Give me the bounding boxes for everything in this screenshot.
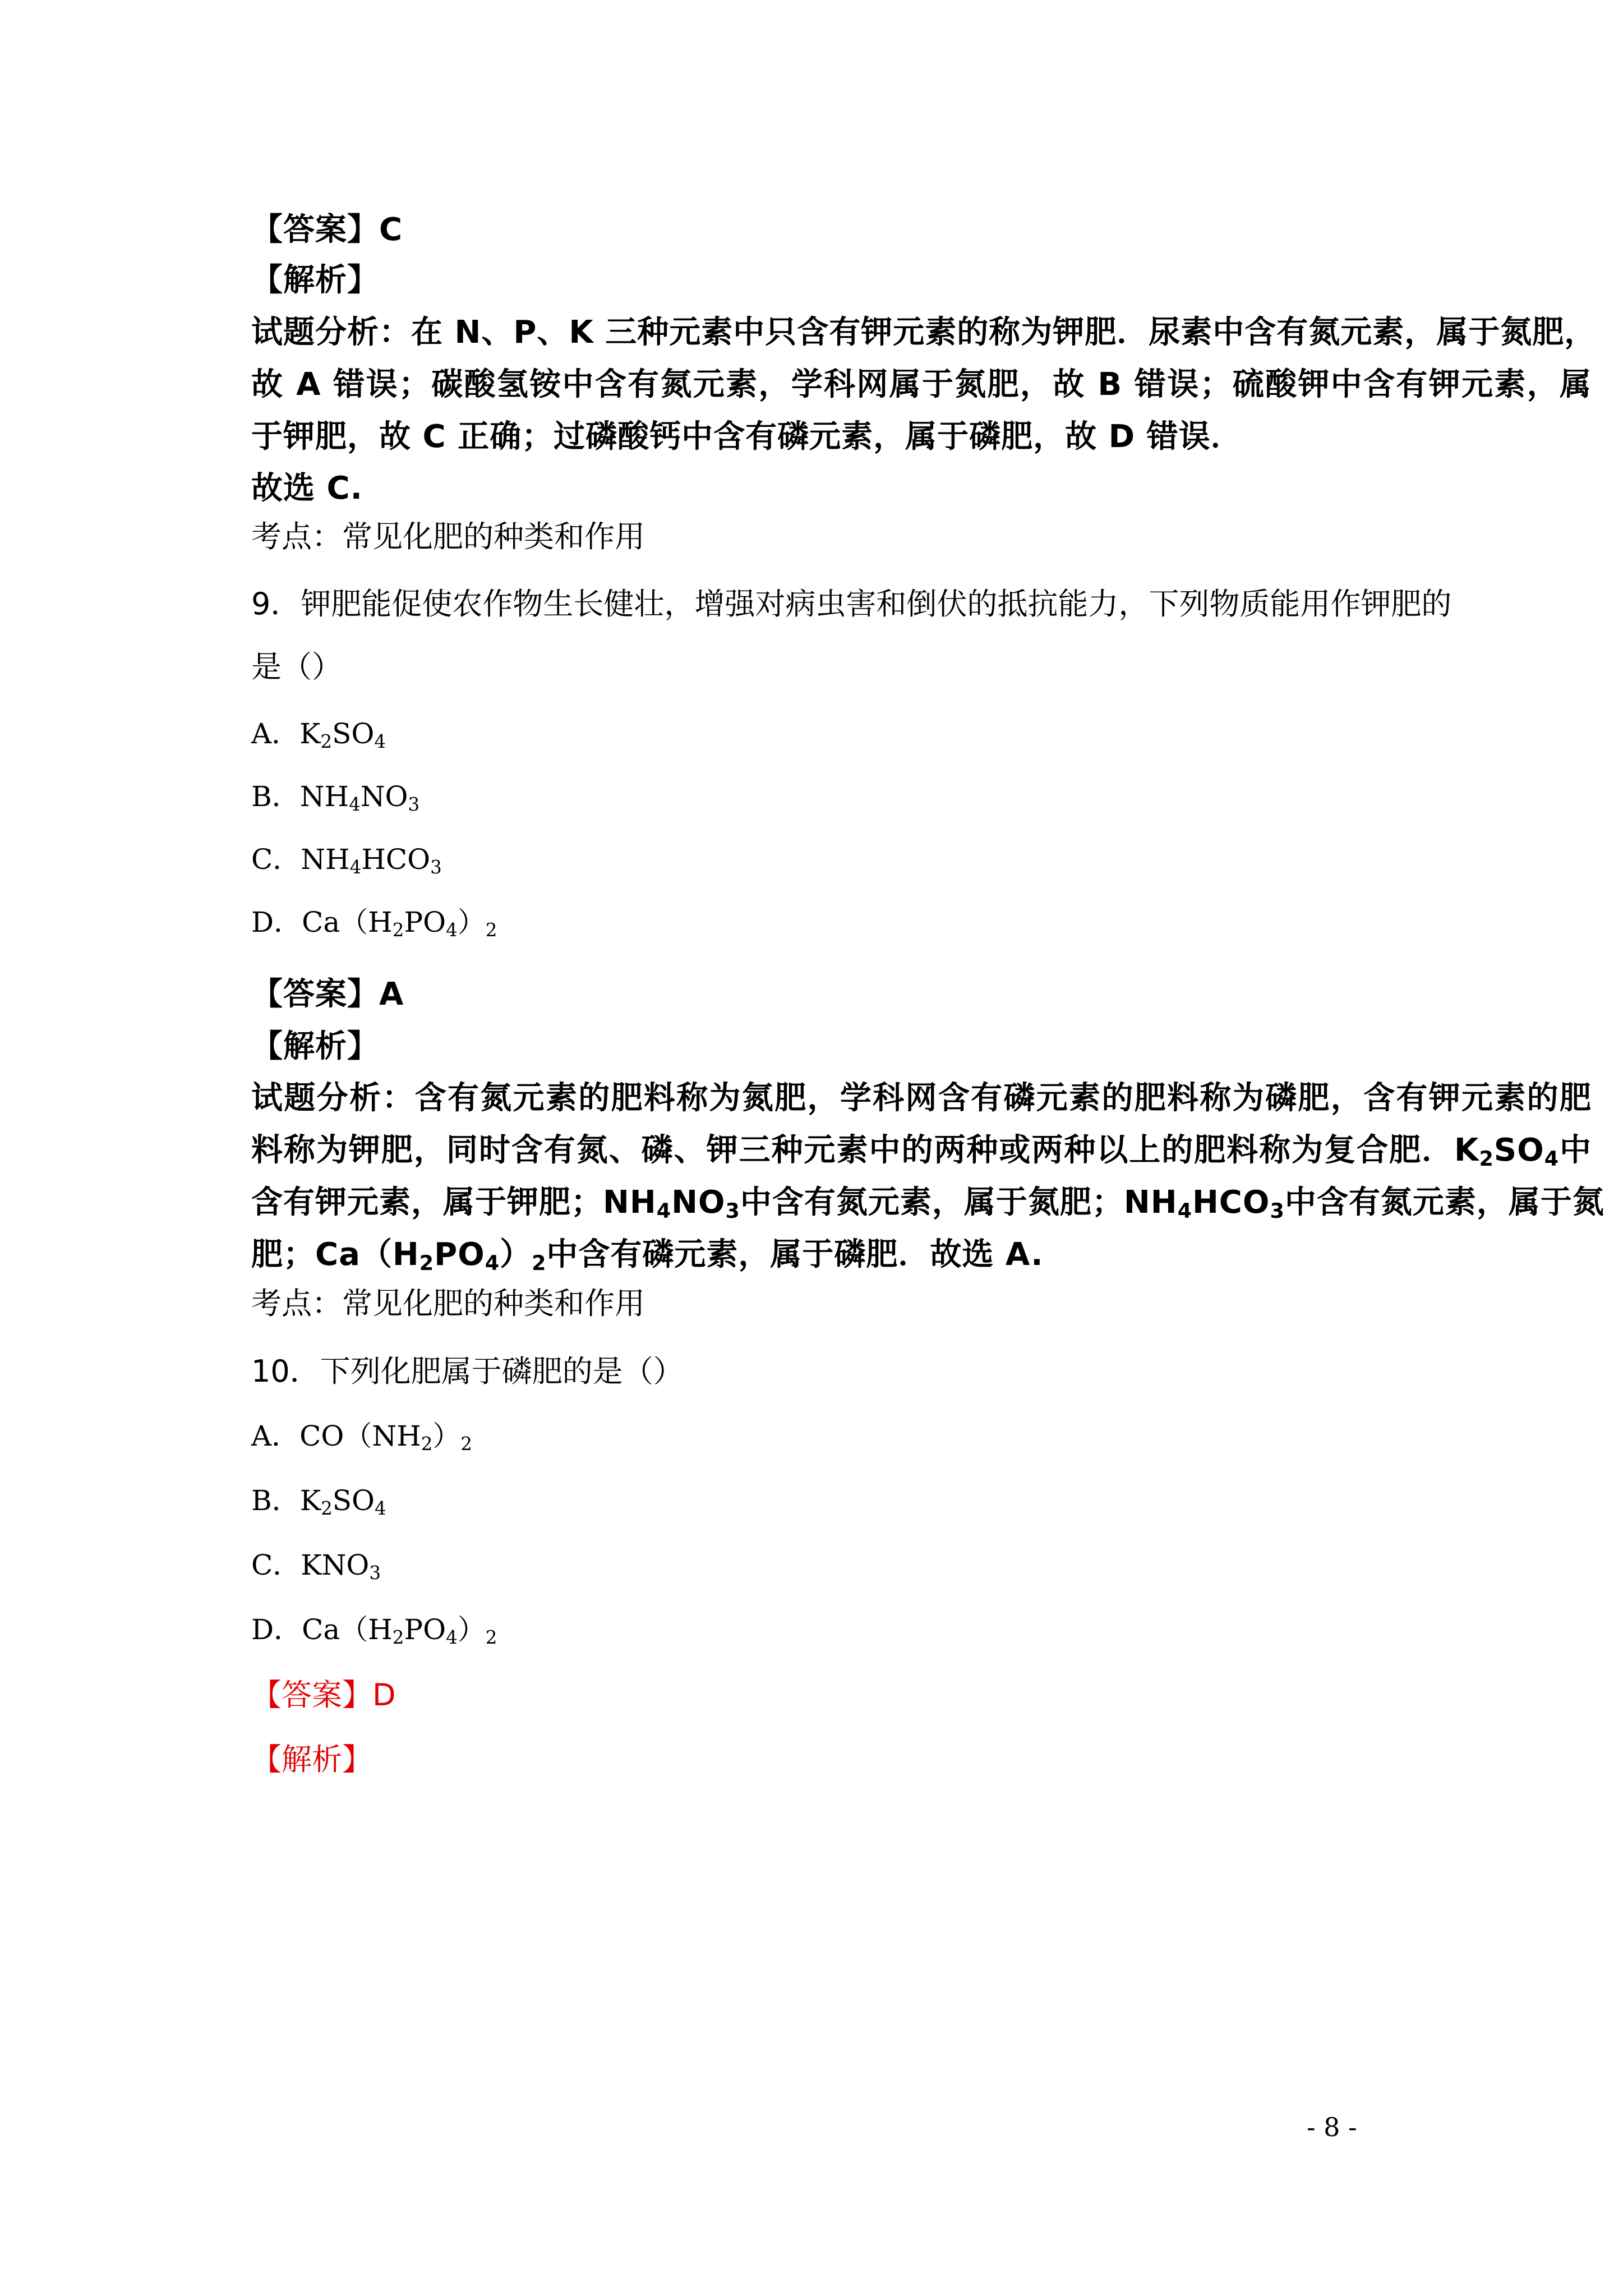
formula-part: ） [457, 906, 486, 938]
option-letter: C． [251, 843, 301, 876]
q8-conclusion: 故选 C. [251, 470, 363, 507]
q9-analysis-label: 【解析】 [251, 1028, 379, 1065]
formula-subscript: 2 [321, 1498, 333, 1520]
formula-subscript: 2 [421, 1433, 433, 1455]
formula-part: HCO [361, 843, 431, 876]
text-run: 中含有磷元素，属于磷肥．故选 A. [546, 1236, 1044, 1273]
q9-analysis-line-4 [251, 1236, 1044, 1276]
q8-answer: 【答案】C [251, 211, 403, 248]
formula-part: NH [1123, 1184, 1178, 1221]
formula-subscript: 4 [446, 1627, 458, 1649]
option-letter: B． [251, 1484, 300, 1517]
formula-part: ） [500, 1236, 532, 1273]
option-letter: B． [251, 780, 300, 813]
formula-part: KNO [301, 1549, 370, 1581]
formula-subscript: 2 [320, 731, 333, 753]
q9-answer: 【答案】A [251, 976, 404, 1013]
text-run: 中 [1559, 1132, 1592, 1168]
formula-part: CO（NH [299, 1420, 421, 1452]
formula-subscript: 3 [725, 1199, 740, 1223]
text-run: 肥；Ca（H [251, 1236, 419, 1273]
q10-option-b [251, 1484, 386, 1520]
formula-subscript: 2 [392, 919, 404, 941]
formula-part: NH [603, 1184, 657, 1221]
formula-subscript: 4 [446, 919, 458, 941]
q9-option-c [251, 843, 442, 878]
formula-part: K [299, 1484, 321, 1517]
formula-part: ） [432, 1420, 461, 1452]
formula-part: ） [457, 1613, 486, 1646]
formula-part: Ca（H [302, 1613, 393, 1646]
page-number: - 8 - [1307, 2112, 1357, 2142]
formula-subscript: 4 [349, 857, 362, 878]
formula-part: PO [434, 1236, 485, 1273]
formula-part: SO [332, 717, 375, 750]
formula-subscript: 3 [1270, 1199, 1285, 1223]
formula-subscript: 4 [374, 731, 386, 753]
q9-analysis-line-2 [251, 1132, 1592, 1171]
formula-subscript: 4 [375, 1498, 386, 1520]
formula-part: K [1454, 1132, 1479, 1168]
formula-part: NO [671, 1184, 726, 1221]
formula-part: SO [1493, 1132, 1544, 1168]
q8-kaodian: 考点：常见化肥的种类和作用 [251, 519, 645, 554]
text-run: 中含有氮元素，属于氮肥； [740, 1184, 1124, 1221]
q9-analysis-line-1: 试题分析：含有氮元素的肥料称为氮肥，学科网含有磷元素的肥料称为磷肥，含有钾元素的肥 [251, 1080, 1592, 1116]
formula-subscript: 3 [430, 857, 442, 878]
formula-subscript: 4 [485, 1251, 500, 1276]
formula-subscript: 4 [1544, 1147, 1560, 1171]
q9-option-a [251, 717, 386, 753]
formula-subscript: 2 [485, 919, 497, 941]
formula-subscript: 2 [460, 1433, 473, 1455]
formula-part: PO [404, 906, 446, 938]
formula-part: SO [332, 1484, 375, 1517]
formula-part: HCO [1192, 1184, 1270, 1221]
q8-analysis-line-2: 故 A 错误；碳酸氢铵中含有氮元素，学科网属于氮肥，故 B 错误；硫酸钾中含有钾元素，属 [251, 366, 1592, 403]
option-letter: D． [251, 1613, 302, 1646]
formula-subscript: 2 [532, 1251, 547, 1276]
formula-part: Ca（H [302, 906, 393, 938]
q9-stem-line-2: 是（） [251, 649, 342, 684]
q8-analysis-line-1: 试题分析：在 N、P、K 三种元素中只含有钾元素的称为钾肥．尿素中含有氮元素，属于氮肥， [251, 314, 1597, 351]
option-letter: D． [251, 906, 302, 938]
formula-subscript: 2 [419, 1251, 435, 1276]
option-letter: C． [251, 1549, 301, 1581]
q8-analysis-label: 【解析】 [251, 262, 379, 298]
option-letter: A． [251, 1420, 300, 1452]
q10-option-d [251, 1613, 497, 1649]
formula-subscript: 2 [485, 1627, 497, 1649]
formula-part: K [299, 717, 321, 750]
q10-answer: 【答案】D [251, 1677, 396, 1713]
formula-subscript: 3 [369, 1562, 381, 1584]
formula-subscript: 4 [349, 794, 361, 816]
q9-option-d [251, 906, 497, 941]
formula-subscript: 4 [656, 1199, 672, 1223]
text-run: 含有钾元素，属于钾肥； [251, 1184, 603, 1221]
text-run: 中含有氮元素，属于氮 [1284, 1184, 1604, 1221]
formula-part: NH [301, 843, 350, 876]
formula-subscript: 2 [392, 1627, 404, 1649]
q9-analysis-line-3 [251, 1184, 1604, 1223]
q10-option-c [251, 1549, 381, 1584]
text-run: 料称为钾肥，同时含有氮、磷、钾三种元素中的两种或两种以上的肥料称为复合肥． [251, 1132, 1455, 1168]
formula-subscript: 4 [1177, 1199, 1192, 1223]
q10-analysis-label: 【解析】 [251, 1742, 372, 1777]
q9-kaodian: 考点：常见化肥的种类和作用 [251, 1286, 645, 1321]
formula-subscript: 2 [1479, 1147, 1494, 1171]
formula-subscript: 3 [408, 794, 420, 816]
option-letter: A． [251, 717, 300, 750]
formula-part: NH [299, 780, 349, 813]
q9-option-b [251, 780, 420, 816]
q9-stem-line-1: 9．钾肥能促使农作物生长健壮，增强对病虫害和倒伏的抵抗能力，下列物质能用作钾肥的 [251, 586, 1452, 622]
formula-part: PO [404, 1613, 446, 1646]
q10-stem: 10．下列化肥属于磷肥的是（） [251, 1354, 684, 1389]
formula-part: NO [360, 780, 408, 813]
q10-option-a [251, 1420, 473, 1455]
q8-analysis-line-3: 于钾肥，故 C 正确；过磷酸钙中含有磷元素，属于磷肥，故 D 错误． [251, 418, 1243, 455]
